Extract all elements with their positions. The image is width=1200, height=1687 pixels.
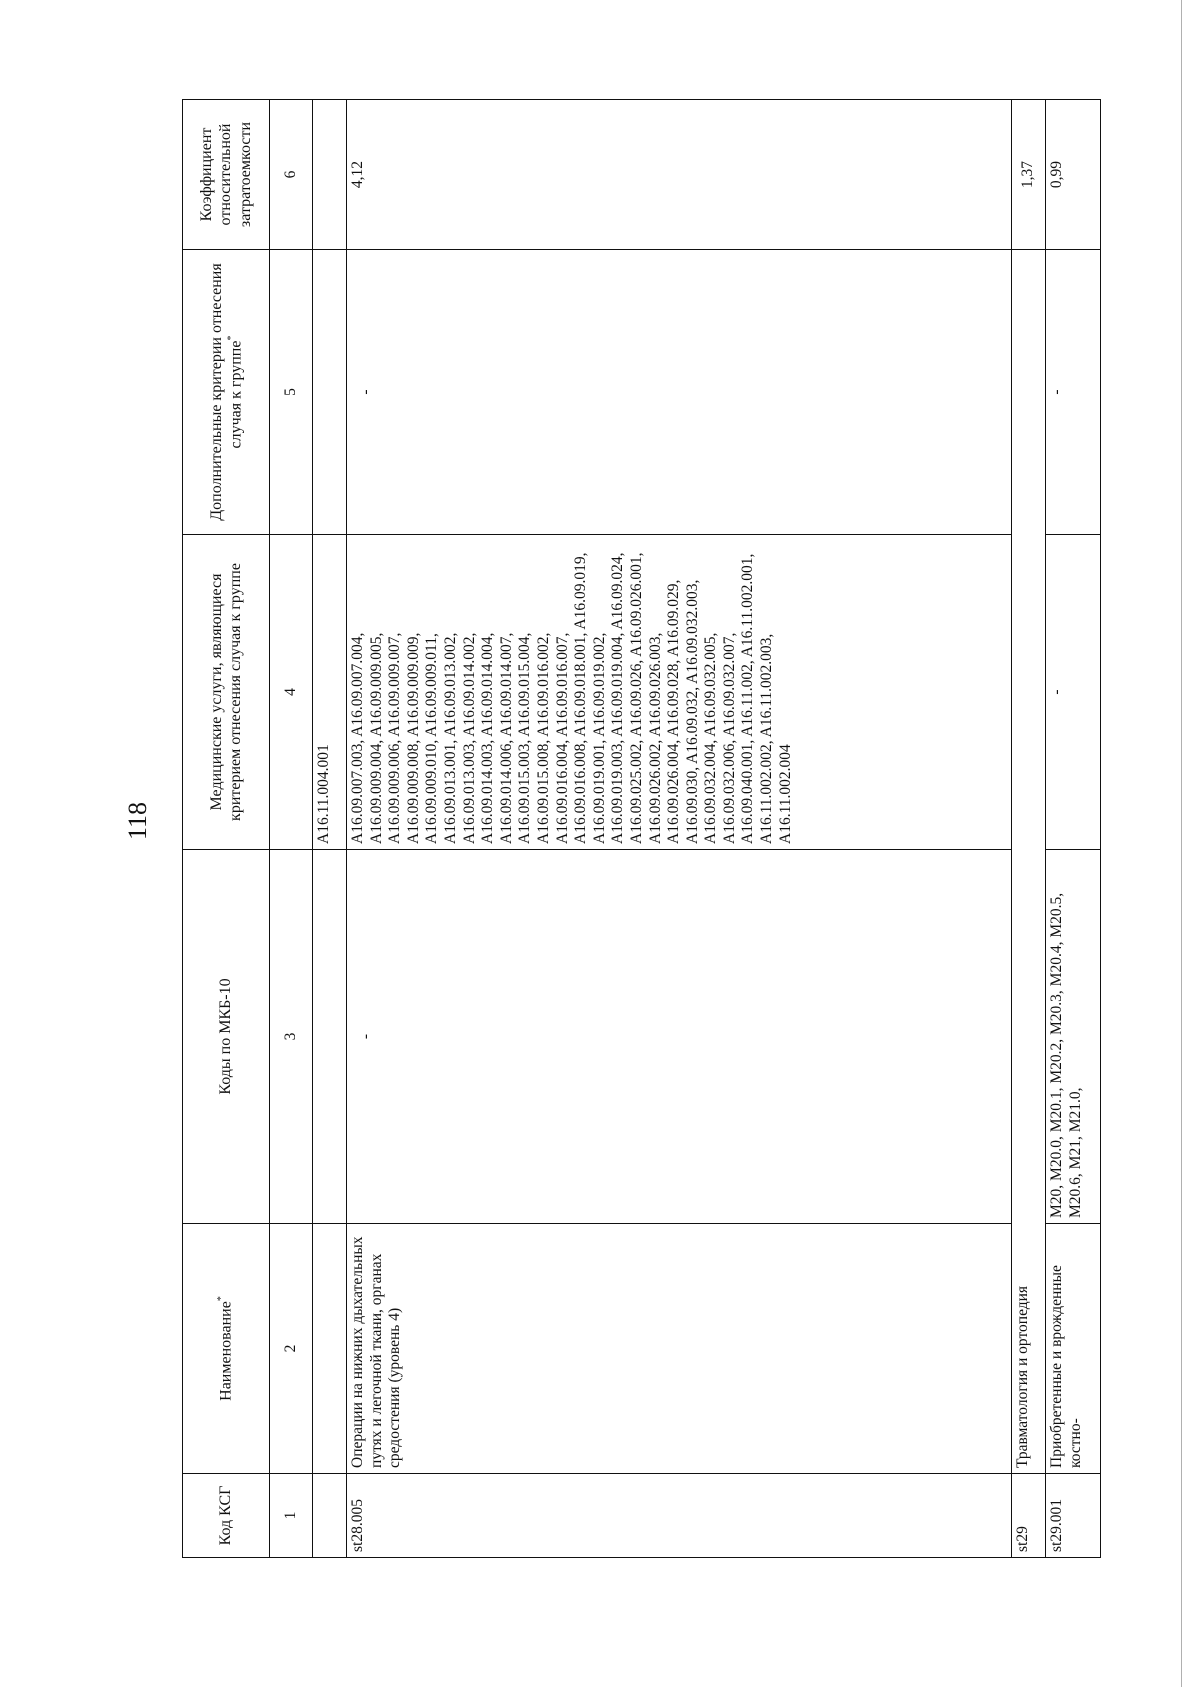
column-number: 5 — [270, 250, 313, 535]
header-services: Медицинские услуги, являющиеся критерием отнесения случая к группе — [183, 535, 270, 850]
page-number: 118 — [123, 801, 152, 841]
header-coefficient: Коэффициент относительной затратоемкости — [183, 100, 270, 250]
table-cell-empty — [313, 250, 347, 535]
ksg-table — [182, 99, 1101, 1558]
continuation-row — [313, 100, 347, 1558]
column-number: 3 — [270, 850, 313, 1224]
ksg-code-cell: st29.001 — [1046, 1474, 1101, 1558]
column-number: 2 — [270, 1224, 313, 1474]
header-code: Код КСГ — [183, 1474, 270, 1558]
services-cell: A16.09.007.003, A16.09.007.004, A16.09.009.004, A16.09.009.005, A16.09.009.006, A16.09.009.007, A16.09.009.008, A16.09.009.009, A16.09.009.010, A16.09.009.011, A16.09.013.001, A16.09.013.002, A16.09.013.003, A16.09.014.002, A16.09.014.003, A16.09.014.004, A16.09.014.006, A16.09.014.007, A16.09.015.003, A16.09.015.004, A16.09.015.008, A16.09.016.002, A16.09.016.004, A16.09.016.007, A16.09.016.008, A16.09.018.001, A16.09.019, A16.09.019.001, A16.09.019.002, A16.09.019.003, A16.09.019.004, A16.09.024, A16.09.025.002, A16.09.026, A16.09.026.001, A16.09.026.002, A16.09.026.003, A16.09.026.004, A16.09.028, A16.09.029, A16.09.030, A16.09.032, A16.09.032.003, A16.09.032.004, A16.09.032.005, A16.09.032.006, A16.09.032.007, A16.09.040.001, A16.11.002, A16.11.002.001, A16.11.002.002, A16.11.002.003, A16.11.002.004 — [347, 535, 1012, 850]
section-row-st29 — [1012, 100, 1046, 1558]
coefficient-cell: 4,12 — [347, 100, 1012, 250]
column-number: 6 — [270, 100, 313, 250]
additional-criteria-cell: - — [347, 250, 1012, 535]
mkb-codes-cell: - — [347, 850, 1012, 1224]
header-row — [183, 100, 270, 1558]
header-mkb: Коды по МКБ-10 — [183, 850, 270, 1224]
ksg-name-cell: Приобретенные и врожденные костно- — [1046, 1224, 1101, 1474]
continuation-services-cell: A16.11.004.001 — [313, 535, 347, 850]
additional-criteria-cell: - — [1046, 250, 1101, 535]
section-coefficient-cell: 1,37 — [1012, 100, 1046, 250]
table-cell-empty — [313, 1224, 347, 1474]
rotated-table-container — [182, 100, 1195, 1558]
section-code-cell: st29 — [1012, 1474, 1046, 1558]
coefficient-cell: 0,99 — [1046, 100, 1101, 250]
table-cell-empty — [313, 850, 347, 1224]
ksg-code-cell: st28.005 — [347, 1474, 1012, 1558]
column-number: 4 — [270, 535, 313, 850]
table-cell-empty — [313, 1474, 347, 1558]
column-number-row — [270, 100, 313, 1558]
table-row-st29-001 — [1046, 100, 1101, 1558]
services-cell: - — [1046, 535, 1101, 850]
section-name-cell: Травматология и ортопедия — [1012, 250, 1046, 1474]
header-additional: Дополнительные критерии отнесения случая к группе* — [183, 250, 270, 535]
header-name: Наименование* — [183, 1224, 270, 1474]
table-cell-empty — [313, 100, 347, 250]
table-row-st28-005 — [347, 100, 1012, 1558]
mkb-codes-cell: M20, M20.0, M20.1, M20.2, M20.3, M20.4, M20.5, M20.6, M21, M21.0, — [1046, 850, 1101, 1224]
ksg-name-cell: Операции на нижних дыхательных путях и легочной ткани, органах средостения (уровень 4) — [347, 1224, 1012, 1474]
column-number: 1 — [270, 1474, 313, 1558]
